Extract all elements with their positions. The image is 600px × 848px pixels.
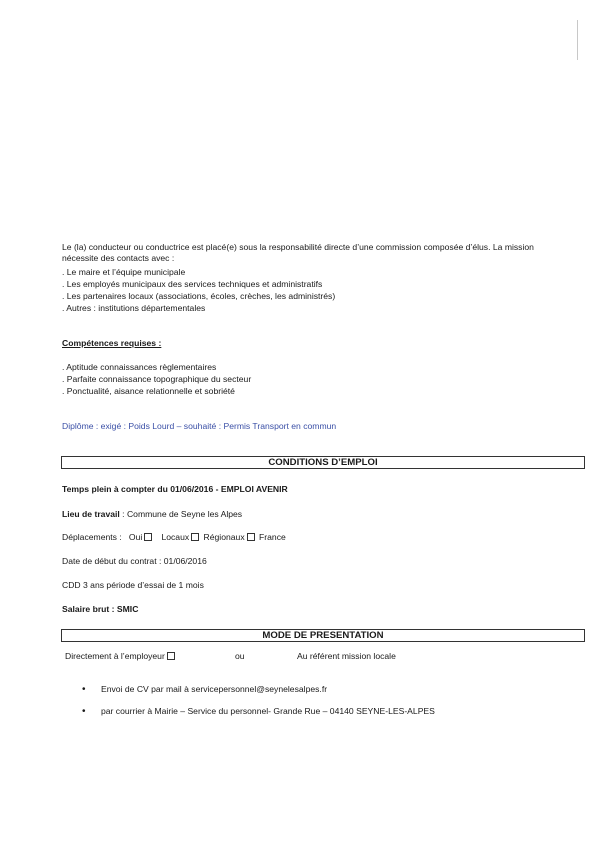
intro-item: . Le maire et l’équipe municipale	[62, 267, 186, 277]
checkbox-locaux[interactable]	[191, 533, 199, 541]
deplacement-option-oui: Oui	[128, 532, 143, 542]
deplacement-option-france: France	[259, 532, 286, 542]
salaire-line: Salaire brut : SMIC	[62, 604, 139, 614]
intro-item: . Les partenaires locaux (associations, écoles, crèches, les administrés)	[62, 291, 336, 301]
bullet-icon: •	[82, 684, 86, 695]
competence-item: . Parfaite connaissance topographique du secteur	[62, 374, 252, 384]
presentation-title: MODE DE PRESENTATION	[262, 630, 384, 641]
referent-label: Au référent mission locale	[297, 651, 396, 661]
presentation-header	[61, 629, 585, 642]
competence-item: . Aptitude connaissances règlementaires	[62, 362, 217, 372]
deplacements-label: Déplacements :	[62, 532, 122, 542]
diplome-line: Diplôme : exigé : Poids Lourd – souhaité : Permis Transport en commun	[62, 421, 337, 431]
presentation-bullet: par courrier à Mairie – Service du personnel- Grande Rue – 04140 SEYNE-LES-ALPES	[101, 706, 435, 716]
direct-label: Directement à l’employeur	[65, 651, 165, 661]
lieu-label: Lieu de travail	[62, 509, 120, 519]
bullet-icon: •	[82, 706, 86, 717]
deplacement-option-locaux: Locaux	[161, 532, 190, 542]
intro-paragraph: Le (la) conducteur ou conductrice est placé(e) sous la responsabilité directe d’une commission composée d’élus. La mission nécessite des contacts avec :	[62, 242, 534, 263]
intro-item: . Autres : institutions départementales	[62, 303, 206, 313]
conditions-header	[61, 456, 585, 469]
lieu-value: : Commune de Seyne les Alpes	[119, 509, 243, 519]
scan-artifact	[577, 20, 578, 60]
checkbox-regionaux[interactable]	[247, 533, 255, 541]
checkbox-direct[interactable]	[167, 652, 175, 660]
checkbox-oui[interactable]	[144, 533, 152, 541]
intro-item: . Les employés municipaux des services techniques et administratifs	[62, 279, 323, 289]
presentation-bullet: Envoi de CV par mail à servicepersonnel@seynelesalpes.fr	[101, 684, 328, 694]
temps-line: Temps plein à compter du 01/06/2016 - EMPLOI AVENIR	[62, 484, 288, 494]
competence-item: . Ponctualité, aisance relationnelle et sobriété	[62, 386, 235, 396]
deplacement-option-regionaux: Régionaux	[203, 532, 245, 542]
lieu-line	[62, 509, 242, 520]
direct-line	[65, 651, 177, 662]
ou-label: ou	[235, 651, 245, 661]
cdd-line: CDD 3 ans période d’essai de 1 mois	[62, 580, 204, 590]
competences-title: Compétences requises :	[62, 338, 162, 348]
conditions-title: CONDITIONS D’EMPLOI	[268, 457, 378, 468]
deplacements-line	[62, 532, 286, 543]
date-debut-line: Date de début du contrat : 01/06/2016	[62, 556, 207, 566]
